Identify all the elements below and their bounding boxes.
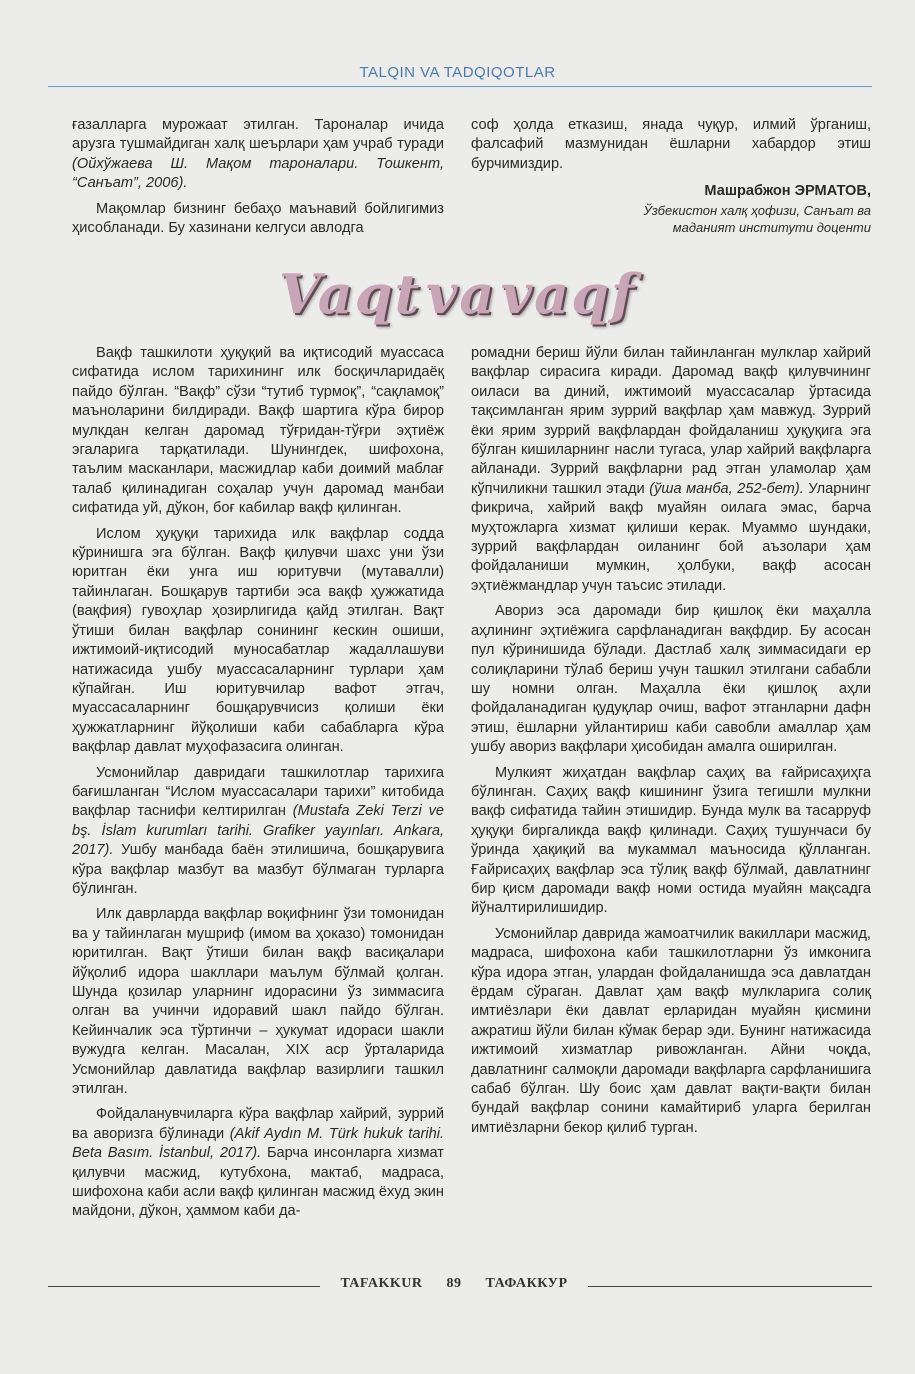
title-word: vaqf <box>500 262 637 326</box>
paragraph: соф ҳолда етказиш, янада чуқур, илмий ўрганиш, фалсафий мазмунидан ёшларни хабардор этиш бурчимиздир. <box>471 117 871 172</box>
header-rule <box>48 86 872 87</box>
title-word: va <box>425 262 497 326</box>
paragraph: Авориз эса даромади бир қишлоқ ёки маҳалла аҳлининг эҳтиёжига сарфланадиган вақфдир. Бу асосан пул кўринишида бўлади. Дастлаб халқ зиммасидаги ер солиқларини тўлаб бериш учун ташкил этилгани сабабли шу номни олган. Маҳалла ёки қишлоқ аҳли фойдаланадиган қудуқлар очиш, вафот этганларни дафн этиш, ёшларни уйлантириш каби савобли амаллар ҳам ушбу авориз вақфлари ҳисобидан амалга оширилган. <box>471 603 871 756</box>
paragraph: Ислом ҳуқуқи тарихида илк вақфлар содда кўринишга эга бўлган. Вақф қилувчи шахс уни ўзи юритган ёки унга иш юритувчи (мутавалли) тайинлаган. Бошқарув тартиби эса вақф ҳужжатида (вақфия) гувоҳлар ҳозирлигида қайд этилган. Вақт ўтиши билан вақфлар сонининг кескин ошиши, ижтимоий-иқтисодий муносабатлар жадаллашуви натижасида ушбу муассасаларнинг турлари ҳам кўпайган. Иш юритувчилар вафот этгач, муассасаларнинг бошқарувчисиз қолиши ёки ҳужжатларнинг йўқолиши каби сабабларга кўра вақфлар давлат муҳофазасига олинган. <box>72 525 444 756</box>
footer-rule <box>48 1286 320 1287</box>
paragraph: Усмонийлар даврида жамоатчилик вакиллари масжид, мадраса, шифохона каби ташкилотларни ўз имконига кўра идора этган, улардан фойдаланишда эса давлатдан ёрдам сўраган. Давлат ҳам вақф мулкларига солиқ имтиёзлари ёки давлат ерларидан муайян қисмини ажратиш йўли билан кўмак берар эди. Бунинг натижасида ижтимоий хизматлар ривожланган. Айни чоқда, давлатнинг салмоқли даромади вақфларга сарфланишига сабаб бўлган. Шу боис ҳам давлат вақти-вақти билан бундай вақфлар сонини камайтириб уларга берилган имтиёзларни бекор қилиб турган. <box>471 925 871 1136</box>
right-column <box>471 344 871 1138</box>
citation: (Ойхўжаева Ш. Мақом тароналари. Тошкент, “Санъат”, 2006). <box>72 155 444 192</box>
paragraph: Мақомлар бизнинг бебаҳо маънавий бойлигимиз ҳисобланади. Бу хазинани келгуси авлодга <box>72 200 444 237</box>
paragraph: Мулкият жиҳатдан вақфлар саҳиҳ ва ғайрисаҳиҳга бўлинган. Саҳиҳ вақф кишининг ўзига тегишли мулкни вақф сифатида тайин этишидир. Бунда мулк ва тасарруф ҳуқуқи биргаликда вақф қилинади. Саҳиҳ тушунчаси бу ўринда ҳақиқий ва мукаммал маъносида қўлланган. Ғайрисаҳиҳ вақфлар эса тўлиқ вақф бўлмай, давлатнинг бир қисм даромади вақф номи остида муайян мақсадга йўналтирилишидир. <box>471 764 871 917</box>
footer-rule <box>588 1286 872 1287</box>
paragraph: ғазалларга мурожаат этилган. Тароналар ичида арузга тушмайдиган халқ шеърлари ҳам учраб туради (Ойхўжаева Ш. Мақом тароналари. Тошкент, “Санъат”, 2006). <box>72 117 444 192</box>
author-role: Ўзбекистон халқ ҳофизи, Санъат ва <box>643 202 871 218</box>
paragraph: Вақф ташкилоти ҳуқуқий ва иқтисодий муассаса сифатида ислом тарихининг илк босқичларидаёқ пайдо бўлган. “Вақф” сўзи “тутиб турмоқ”, “сақламоқ” маъноларини билдиради. Вақф шартига кўра бирор мулкдан келган даромад тўғридан-тўғри эҳтиёж эгаларига тарқатилади. Шунингдек, шифохона, таълим масканлари, масжидлар каби доимий маблағ талаб қилинадиган соҳалар учун даромад манбаи сифатида уй, дўкон, боғ кабилар вақф қилинган. <box>72 345 444 517</box>
page-footer <box>48 1276 872 1296</box>
title-word: Vaqt <box>278 262 422 326</box>
author-name: Машрабжон ЭРМАТОВ, <box>704 183 871 200</box>
author-role: маданият институти доценти <box>672 219 871 235</box>
paragraph: Усмонийлар давридаги ташкилотлар тарихига бағишланган “Ислом муассасалари тарихи” китобида вақфлар таснифи келтирилган (Mustafa Zeki Terzi ve bş. İslam kurumları tarihi. Grafiker yayınları. Ankara, 2017). Ушбу манбада баён этилишича, бошқарувига кўра вақфлар мазбут ва мазбут бўлмаган турларга бўлинган. <box>72 764 444 897</box>
page-number: 89 <box>446 1276 462 1291</box>
citation: (Akif Aydın M. Türk hukuk tarihi. Beta Basım. İstanbul, 2017). <box>72 1125 444 1162</box>
left-column <box>72 344 444 1222</box>
author-signature <box>471 182 871 235</box>
paragraph: Илк даврларда вақфлар воқифнинг ўзи томонидан ва у тайинлаган мушриф (имом ва ҳоказо) томонидан юритилган. Вақт ўтиши билан вақф васиқалари йўқолиб идора шакллари маълум бўлмай қолган. Шунда қозилар уларнинг идорасини ўз зиммасига олган ва учинчи идоравий шакл пайдо бўлган. Кейинчалик эса тўртинчи – ҳукумат идораси шакли вужудга келган. Масалан, XIX аср ўрталарида Усмонийлар давлатида вақфлар вазирлиги ташкил этилган. <box>72 906 444 1098</box>
paragraph: ромадни бериш йўли билан тайинланган мулклар хайрий вақфлар сирасига киради. Даромад вақф қилувчининг оиласи ва диний, ижтимоий муассасалар ўртасида тақсимланган ярим зуррий вақфлар ҳам мавжуд. Зуррий ёки ярим зуррий вақфлардан фойдаланиш ҳуқуқига эга бўлган кишиларнинг насли тугаса, улар хайрий вақфларга айланади. Зуррий вақфларни рад этган уламолар ҳам кўпчиликни ташкил этади (ўша манба, 252-бет). Уларнинг фикрича, хайрий вақф муайян оилага эмас, барча муҳтожларга хизмат қилиши керак. Муаммо шундаки, зуррий вақфлардан оиланинг бой аъзолари ҳам фойдаланиши мумкин, ҳолбуки, вақф асосан эҳтиёжмандлар учун таъсис этилади. <box>471 345 871 594</box>
top-right-column <box>471 116 871 236</box>
running-head: TALQIN VA TADQIQOTLAR <box>359 64 556 81</box>
footer-magazine-latin: TAFAKKUR <box>340 1276 423 1291</box>
citation: (ўша манба, 252-бет). <box>649 480 804 497</box>
top-left-column <box>72 116 444 238</box>
article-title <box>0 262 915 340</box>
paragraph: Фойдаланувчиларга кўра вақфлар хайрий, зуррий ва аворизга бўлинади (Akif Aydın M. Türk hukuk tarihi. Beta Basım. İstanbul, 2017). Барча инсонларга хизмат қилувчи масжид, кутубхона, мактаб, мадраса, шифохона каби асли вақф қилинган масжид ёхуд экин майдони, дўкон, ҳаммом каби да- <box>72 1106 444 1220</box>
citation: (Mustafa Zeki Terzi ve bş. İslam kurumları tarihi. Grafiker yayınları. Ankara, 2017). <box>72 803 444 859</box>
footer-magazine-cyrillic: ТАФАККУР <box>485 1276 568 1291</box>
